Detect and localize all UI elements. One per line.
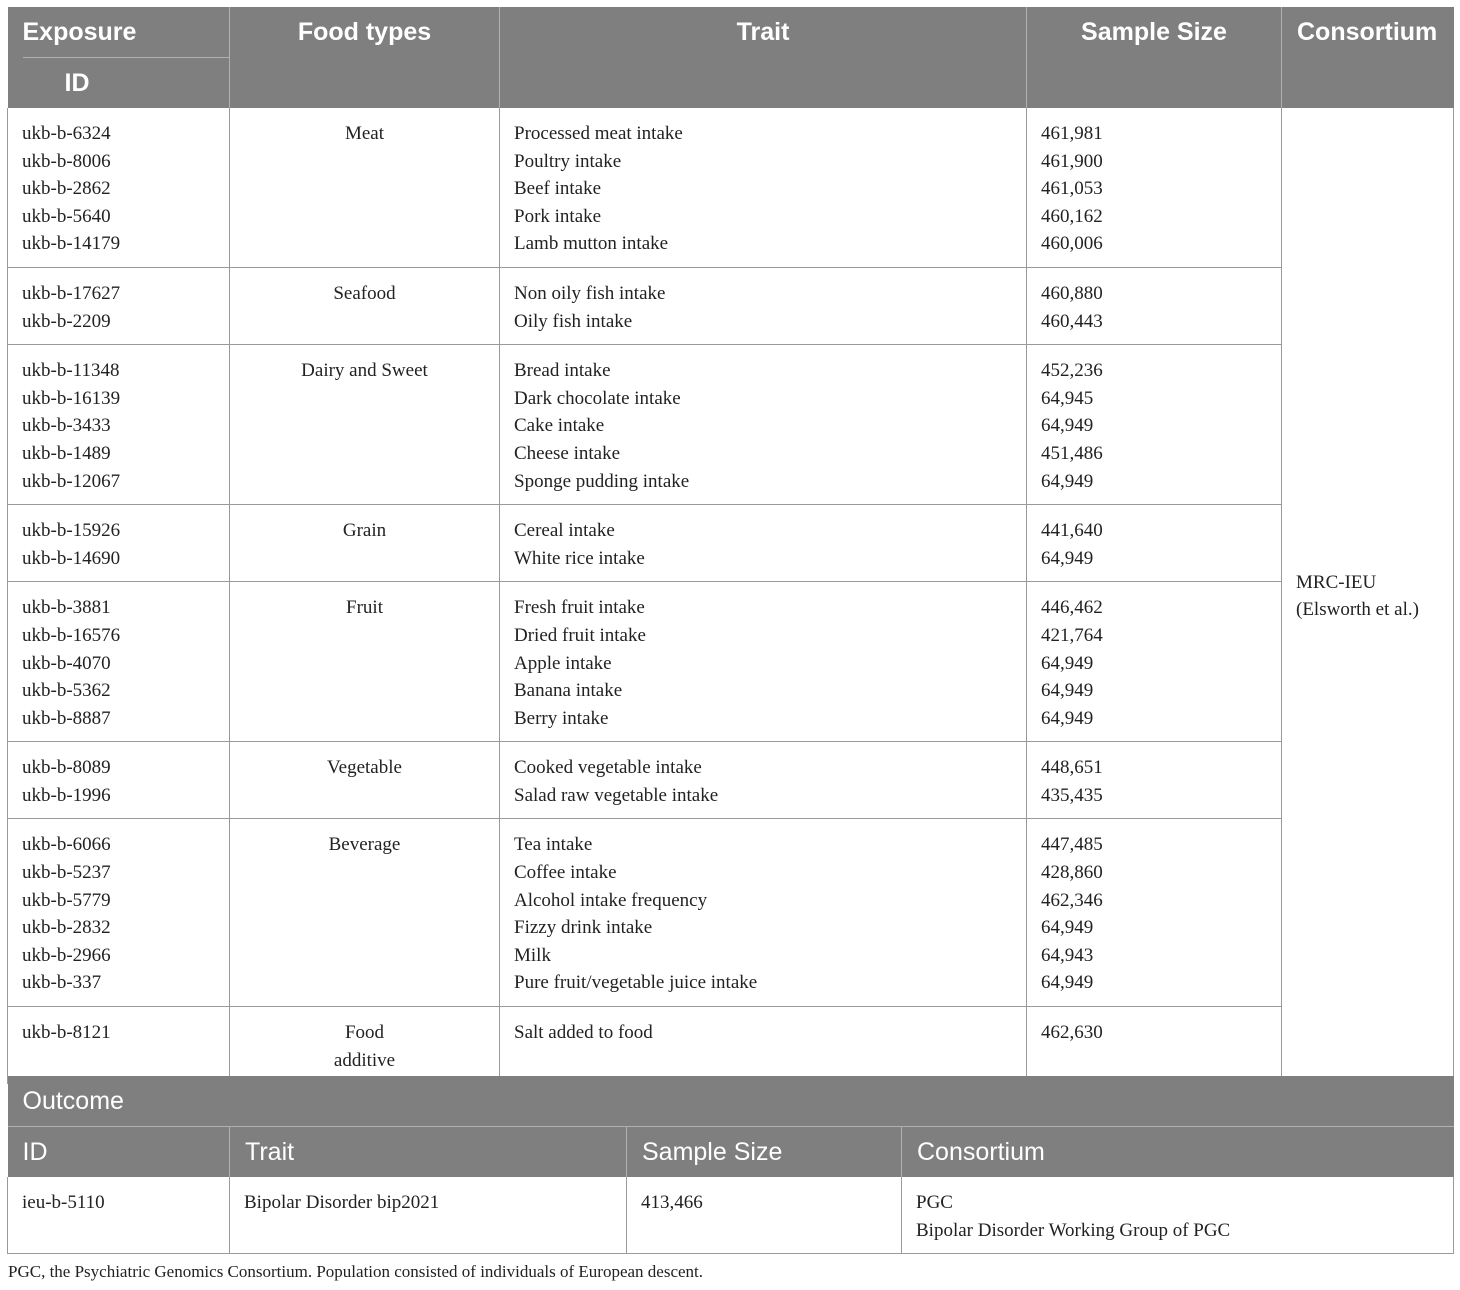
trait-cell-line: Beef intake	[514, 178, 602, 200]
trait-cell-line: Pure fruit/vegetable juice intake	[514, 972, 758, 994]
sample-size-cell	[1027, 1007, 1282, 1084]
header-food-types: Food types	[230, 7, 500, 108]
trait-cell	[500, 742, 1027, 819]
sample-size-cell-line: 421,764	[1041, 624, 1103, 646]
exposure-id-cell-line: ukb-b-2209	[22, 310, 111, 332]
exposure-group-row	[8, 108, 1454, 267]
exposure-id-cell-line: ukb-b-14179	[22, 233, 121, 255]
exposure-id-cell-line: ukb-b-15926	[22, 520, 121, 542]
exposure-id-cell-line: ukb-b-5779	[22, 889, 111, 911]
sample-size-cell-line: 460,006	[1041, 233, 1103, 255]
exposure-id-cell-line: ukb-b-14690	[22, 547, 121, 569]
outcome-id-cell: ieu-b-5110	[8, 1177, 230, 1254]
trait-cell	[500, 1007, 1027, 1084]
exposure-group-row	[8, 819, 1454, 1007]
trait-cell-line: Salt added to food	[514, 1022, 653, 1044]
sample-size-cell-line: 64,949	[1041, 652, 1094, 674]
exposure-id-cell-line: ukb-b-8089	[22, 757, 111, 779]
sample-size-cell-line: 446,462	[1041, 597, 1103, 619]
exposure-id-cell-line: ukb-b-3433	[22, 415, 111, 437]
trait-cell-line: Coffee intake	[514, 862, 617, 884]
trait-cell-line: Milk	[514, 944, 551, 966]
sample-size-cell-line: 435,435	[1041, 784, 1103, 806]
sample-size-cell-line: 64,949	[1041, 415, 1094, 437]
sample-size-cell-line: 460,443	[1041, 310, 1103, 332]
sample-size-cell-line: 460,880	[1041, 282, 1103, 304]
exposure-id-cell-line: ukb-b-4070	[22, 652, 111, 674]
sample-size-cell	[1027, 267, 1282, 344]
sample-size-cell-line: 461,053	[1041, 178, 1103, 200]
food-type-cell	[230, 582, 500, 742]
outcome-consortium-cell	[902, 1177, 1454, 1254]
exposure-id-cell	[8, 1007, 230, 1084]
exposure-group-row	[8, 1007, 1454, 1084]
trait-cell-line: Sponge pudding intake	[514, 470, 690, 492]
exposure-header-row	[8, 7, 1454, 108]
exposure-id-cell-line: ukb-b-17627	[22, 282, 121, 304]
exposure-id-cell-line: ukb-b-16139	[22, 387, 121, 409]
sample-size-cell-line: 64,949	[1041, 707, 1094, 729]
trait-cell-line: Dark chocolate intake	[514, 387, 681, 409]
exposure-group-row	[8, 267, 1454, 344]
food-type-cell-line: Grain	[342, 520, 387, 542]
sample-size-cell-line: 441,640	[1041, 520, 1103, 542]
sample-size-cell-line: 64,949	[1041, 917, 1094, 939]
food-type-cell-line: Seafood	[333, 282, 396, 304]
trait-cell	[500, 108, 1027, 267]
exposure-consortium-line2: (Elsworth et al.)	[1296, 599, 1419, 621]
trait-cell-line: Alcohol intake frequency	[514, 889, 708, 911]
exposure-id-cell-line: ukb-b-8006	[22, 150, 111, 172]
food-type-cell-line: Food	[344, 1022, 385, 1044]
outcome-table	[7, 1076, 1454, 1254]
trait-cell	[500, 505, 1027, 582]
trait-cell-line: Bread intake	[514, 360, 611, 382]
food-type-cell	[230, 742, 500, 819]
food-type-cell-line: Vegetable	[327, 757, 402, 779]
outcome-consortium-line2: Bipolar Disorder Working Group of PGC	[916, 1219, 1231, 1241]
trait-cell-line: Apple intake	[514, 652, 612, 674]
trait-cell-line: Oily fish intake	[514, 310, 633, 332]
food-type-cell-line: Meat	[344, 123, 385, 144]
outcome-data-row	[8, 1177, 1454, 1254]
exposure-id-cell-line: ukb-b-5362	[22, 680, 111, 702]
trait-cell-line: Salad raw vegetable intake	[514, 784, 719, 806]
trait-cell-line: Pork intake	[514, 205, 602, 227]
exposure-id-cell-line: ukb-b-6324	[22, 123, 111, 144]
sample-size-cell-line: 64,949	[1041, 680, 1094, 702]
outcome-header-sample-size: Sample Size	[627, 1127, 902, 1178]
sample-size-cell-line: 461,900	[1041, 150, 1103, 172]
exposure-id-cell	[8, 505, 230, 582]
exposure-id-cell	[8, 108, 230, 267]
trait-cell-line: Cheese intake	[514, 442, 621, 464]
sample-size-cell-line: 451,486	[1041, 442, 1103, 464]
exposure-consortium-line1: MRC-IEU	[1296, 571, 1377, 593]
exposure-id-cell-line: ukb-b-11348	[22, 360, 120, 382]
header-consortium: Consortium	[1297, 18, 1438, 46]
header-id-label: ID	[64, 69, 90, 97]
exposure-consortium-cell	[1282, 108, 1454, 1084]
outcome-header-row	[8, 1127, 1454, 1178]
header-sample-size: Sample Size	[1027, 7, 1282, 108]
sample-size-cell-line: 447,485	[1041, 834, 1103, 856]
exposure-id-cell-line: ukb-b-2832	[22, 917, 111, 939]
exposure-id-cell-line: ukb-b-16576	[22, 624, 121, 646]
outcome-header-id: ID	[8, 1127, 230, 1178]
exposure-group-row	[8, 742, 1454, 819]
sample-size-cell	[1027, 742, 1282, 819]
sample-size-cell-line: 462,630	[1041, 1022, 1103, 1044]
exposure-table	[7, 7, 1454, 1084]
food-type-cell-line: Beverage	[328, 834, 401, 856]
trait-cell-line: Lamb mutton intake	[514, 233, 669, 255]
food-type-cell	[230, 1007, 500, 1084]
sample-size-cell-line: 64,943	[1041, 944, 1094, 966]
sample-size-cell-line: 64,949	[1041, 547, 1094, 569]
outcome-header-consortium: Consortium	[902, 1127, 1454, 1178]
food-type-cell-line: additive	[333, 1049, 396, 1071]
outcome-title-row	[8, 1076, 1454, 1127]
exposure-id-cell-line: ukb-b-5237	[22, 862, 111, 884]
exposure-id-cell	[8, 267, 230, 344]
food-type-cell-line: Fruit	[346, 597, 383, 619]
outcome-trait-cell: Bipolar Disorder bip2021	[230, 1177, 627, 1254]
exposure-id-cell-line: ukb-b-2862	[22, 178, 111, 200]
exposure-id-cell	[8, 582, 230, 742]
header-exposure-id	[8, 7, 230, 108]
food-type-cell	[230, 345, 500, 505]
trait-cell	[500, 582, 1027, 742]
sample-size-cell-line: 64,949	[1041, 972, 1094, 994]
exposure-id-cell-line: ukb-b-1996	[22, 784, 111, 806]
trait-cell-line: Cake intake	[514, 415, 605, 437]
outcome-consortium-line1: PGC	[916, 1192, 953, 1213]
sample-size-cell	[1027, 582, 1282, 742]
sample-size-cell-line: 448,651	[1041, 757, 1103, 779]
exposure-id-cell-line: ukb-b-337	[22, 972, 102, 994]
sample-size-cell	[1027, 108, 1282, 267]
food-type-cell	[230, 819, 500, 1007]
exposure-id-cell-line: ukb-b-8121	[22, 1022, 111, 1044]
exposure-id-cell-line: ukb-b-8887	[22, 707, 111, 729]
exposure-id-cell-line: ukb-b-12067	[22, 470, 121, 492]
food-type-cell	[230, 108, 500, 267]
sample-size-cell-line: 64,949	[1041, 470, 1094, 492]
exposure-id-cell-line: ukb-b-3881	[22, 597, 111, 619]
exposure-id-cell	[8, 742, 230, 819]
sample-size-cell-line: 452,236	[1041, 360, 1103, 382]
trait-cell	[500, 819, 1027, 1007]
table-footnote: PGC, the Psychiatric Genomics Consortium. Population consisted of individuals of European descent.	[8, 1262, 704, 1281]
exposure-id-cell	[8, 819, 230, 1007]
trait-cell-line: Non oily fish intake	[514, 282, 666, 304]
food-type-cell	[230, 267, 500, 344]
outcome-header-trait: Trait	[230, 1127, 627, 1178]
sample-size-cell	[1027, 819, 1282, 1007]
sample-size-cell-line: 64,945	[1041, 387, 1094, 409]
exposure-id-cell-line: ukb-b-5640	[22, 205, 111, 227]
trait-cell-line: Banana intake	[514, 680, 623, 702]
sample-size-cell-line: 428,860	[1041, 862, 1103, 884]
exposure-id-cell-line: ukb-b-1489	[22, 442, 111, 464]
exposure-id-cell	[8, 345, 230, 505]
sample-size-cell-line: 461,981	[1041, 123, 1103, 144]
trait-cell-line: Poultry intake	[514, 150, 622, 172]
trait-cell-line: Berry intake	[514, 707, 609, 729]
trait-cell-line: Tea intake	[514, 834, 593, 856]
trait-cell-line: Processed meat intake	[514, 123, 683, 144]
sample-size-cell	[1027, 345, 1282, 505]
exposure-id-cell-line: ukb-b-6066	[22, 834, 111, 856]
sample-size-cell-line: 460,162	[1041, 205, 1103, 227]
trait-cell-line: Dried fruit intake	[514, 624, 646, 646]
trait-cell	[500, 345, 1027, 505]
exposure-id-cell-line: ukb-b-2966	[22, 944, 111, 966]
sample-size-cell	[1027, 505, 1282, 582]
exposure-group-row	[8, 345, 1454, 505]
outcome-title: Outcome	[8, 1076, 1454, 1127]
sample-size-cell-line: 462,346	[1041, 889, 1103, 911]
trait-cell	[500, 267, 1027, 344]
header-trait: Trait	[500, 7, 1027, 108]
header-exposure-label: Exposure	[23, 7, 230, 58]
trait-cell-line: Cooked vegetable intake	[514, 757, 702, 779]
food-type-cell-line: Dairy and Sweet	[301, 360, 428, 382]
trait-cell-line: Cereal intake	[514, 520, 615, 542]
exposure-group-row	[8, 505, 1454, 582]
trait-cell-line: Fizzy drink intake	[514, 917, 653, 939]
trait-cell-line: Fresh fruit intake	[514, 597, 645, 619]
trait-cell-line: White rice intake	[514, 547, 645, 569]
exposure-group-row	[8, 582, 1454, 742]
food-type-cell	[230, 505, 500, 582]
outcome-sample-size-cell: 413,466	[627, 1177, 902, 1254]
